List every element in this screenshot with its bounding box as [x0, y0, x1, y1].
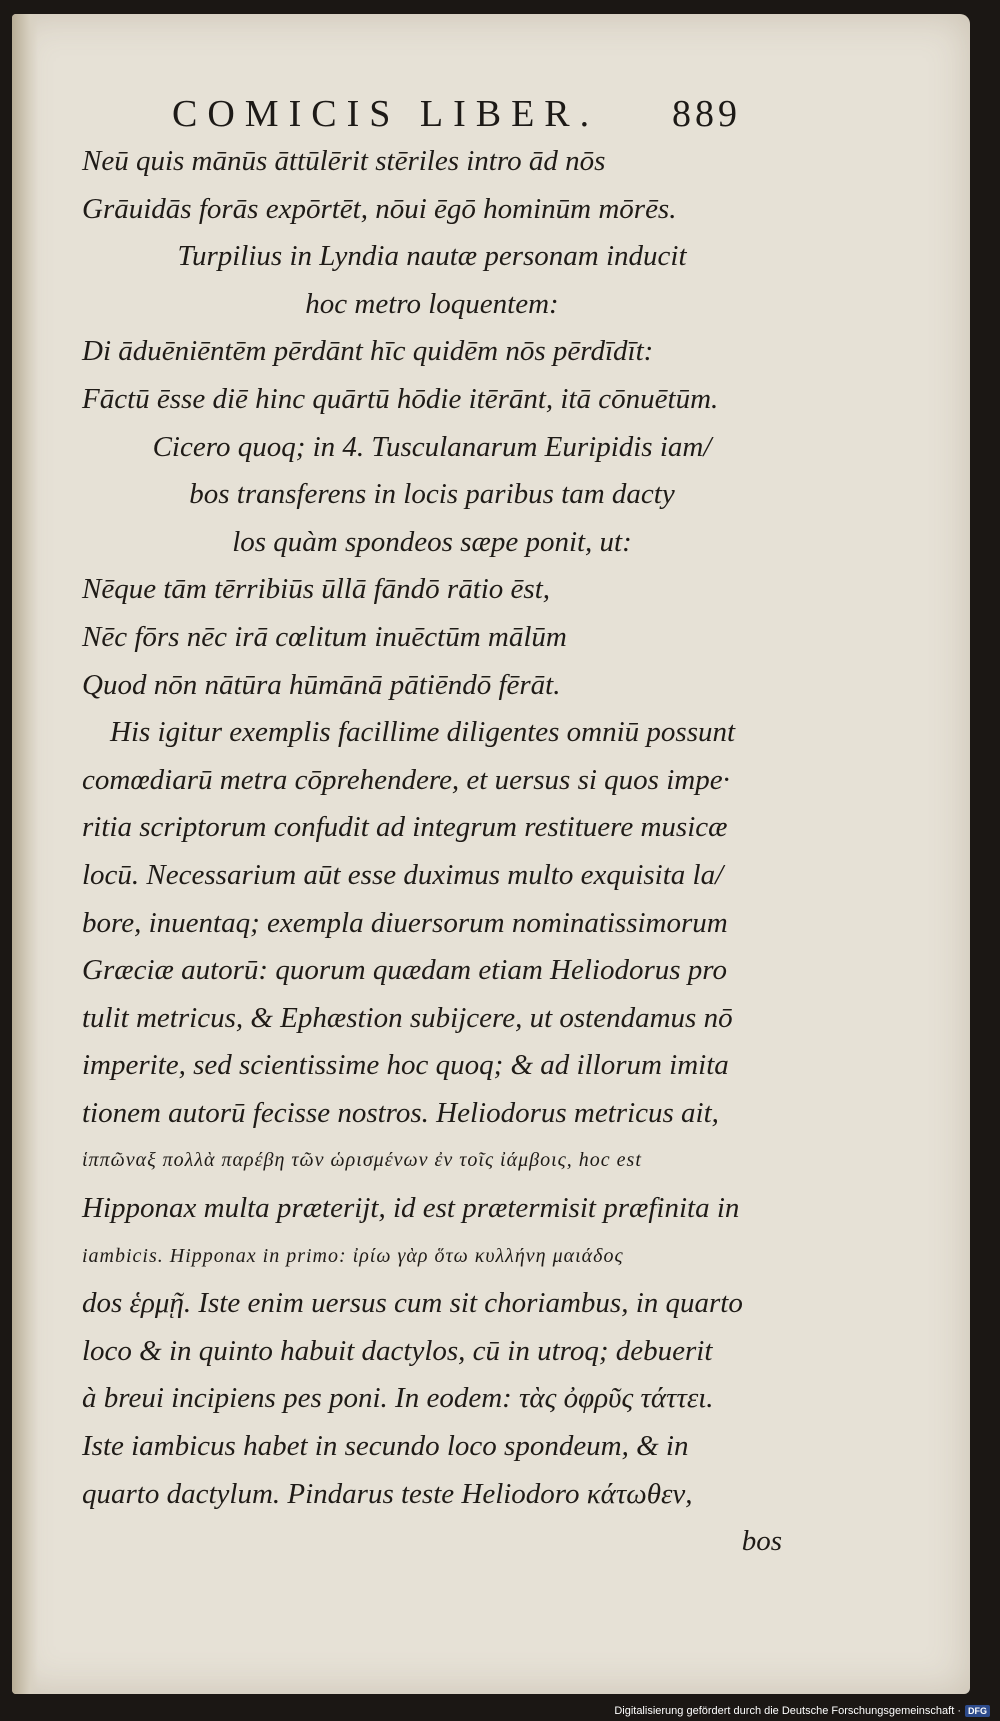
text-line: ritia scriptorum confudit ad integrum restituere musicæ [82, 811, 728, 844]
page-number: 889 [672, 93, 741, 135]
text-line: à breui incipiens pes poni. In eodem: τὰς ὀφρῦς τάττει. [82, 1382, 714, 1415]
text-line: Quod nōn nātūra hūmānā pātiēndō fērāt. [82, 668, 561, 701]
text-line: His igitur exemplis facillime diligentes omniū possunt [110, 716, 736, 749]
text-line: Neū quis mānūs āttūlērit stēriles intro ād nōs [82, 145, 606, 177]
text-line: Grāuidās forās expōrtēt, nōui ēgō hominūm mōrēs. [82, 192, 677, 225]
page-gutter [12, 14, 38, 1694]
text-line: quarto dactylum. Pindarus teste Heliodoro κάτωθεν, [82, 1477, 693, 1510]
text-line: imperite, sed scientissime hoc quoq; & ad illorum imita [82, 1049, 729, 1082]
dfg-logo: DFG [965, 1705, 990, 1717]
digitization-credit [614, 1705, 990, 1717]
text-line: Cicero quoq; in 4. Tusculanarum Euripidis iam/ [152, 430, 712, 463]
text-line: bos transferens in locis paribus tam dacty [189, 478, 675, 511]
book-page [12, 14, 970, 1694]
text-line: Iste iambicus habet in secundo loco spondeum, & in [82, 1430, 689, 1463]
text-line: tionem autorū fecisse nostros. Heliodorus metricus ait, [82, 1096, 719, 1129]
header-title: COMICIS LIBER. [172, 93, 600, 135]
text-line: Hipponax multa præterijt, id est prætermisit præfinita in [82, 1192, 740, 1225]
text-line: comœdiarū metra cōprehendere, et uersus si quos impe· [82, 763, 730, 796]
text-line: tulit metricus, & Ephæstion subijcere, ut ostendamus nō [82, 1001, 733, 1034]
text-line: iambicis. Hipponax in primo: ἰρίω γὰρ ὅτω κυλλήνη μαιάδος [82, 1244, 624, 1267]
text-line: los quàm spondeos sæpe ponit, ut: [232, 525, 632, 558]
text-line: ἱππῶναξ πολλὰ παρέβη τῶν ὡρισμένων ἐν τοῖς ἰάμβοις, hoc est [82, 1149, 642, 1172]
text-line: Nēque tām tērribiūs ūllā fāndō rātio ēst, [82, 573, 551, 606]
text-line: Fāctū ēsse diē hinc quārtū hōdie itērānt, itā cōnuētūm. [82, 382, 719, 415]
text-line: Di āduēniēntēm pērdānt hīc quidēm nōs pērdīdīt: [82, 335, 654, 368]
text-line: loco & in quinto habuit dactylos, cū in utroq; debuerit [82, 1334, 713, 1367]
running-header [172, 92, 772, 136]
body-text [82, 138, 782, 1566]
catchword: bos [741, 1525, 782, 1558]
credit-text: Digitalisierung gefördert durch die Deutsche Forschungsgemeinschaft · [614, 1705, 961, 1717]
text-line: bore, inuentaq; exempla diuersorum nominatissimorum [82, 906, 728, 939]
text-line: locū. Necessarium aūt esse duximus multo exquisita la/ [82, 858, 724, 891]
text-line: dos ἑρμῇ. Iste enim uersus cum sit choriambus, in quarto [82, 1287, 743, 1320]
text-line: Græciæ autorū: quorum quædam etiam Heliodorus pro [82, 954, 727, 987]
text-line: Nēc fōrs nēc irā cœlitum inuēctūm mālūm [82, 620, 567, 653]
text-line: Turpilius in Lyndia nautæ personam inducit [177, 240, 687, 273]
text-line: hoc metro loquentem: [305, 287, 559, 320]
